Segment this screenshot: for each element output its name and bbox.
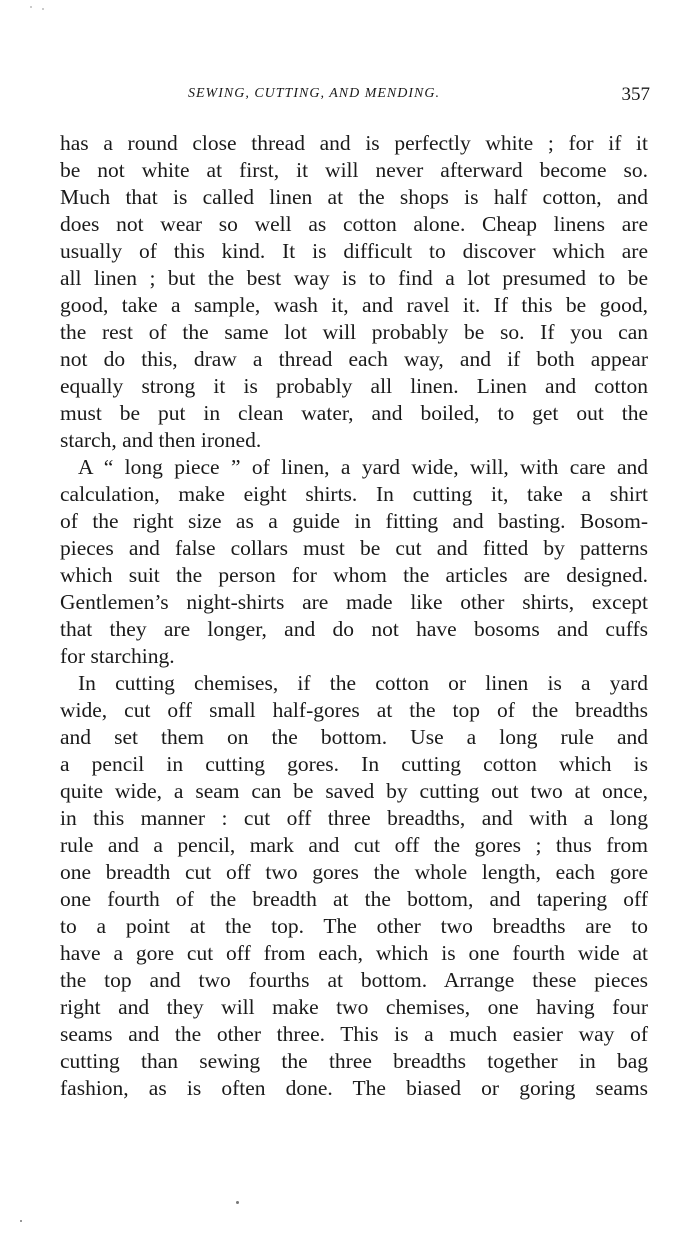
- text-line: wide, cut off small half-gores at the top of the breadths: [60, 698, 648, 722]
- text-line: have a gore cut off from each, which is one fourth wide at: [60, 941, 648, 965]
- text-line: does not wear so well as cotton alone. Cheap linens are: [60, 212, 648, 236]
- text-line: to a point at the top. The other two breadths are to: [60, 914, 648, 938]
- text-line: right and they will make two chemises, one having four: [60, 995, 648, 1019]
- text-line: a pencil in cutting gores. In cutting cotton which is: [60, 752, 648, 776]
- text-line: starch, and then ironed.: [60, 428, 262, 452]
- text-line: usually of this kind. It is difficult to discover which are: [60, 239, 648, 263]
- text-line: be not white at first, it will never afterward become so.: [60, 158, 648, 182]
- text-line: the rest of the same lot will probably be so. If you can: [60, 320, 648, 344]
- paragraph-3: [60, 670, 648, 1102]
- text-line: for starching.: [60, 644, 175, 668]
- page-number: 357: [621, 84, 650, 105]
- text-line: pieces and false collars must be cut and fitted by patterns: [60, 536, 648, 560]
- text-line: one fourth of the breadth at the bottom, and tapering off: [60, 887, 648, 911]
- text-line: In cutting chemises, if the cotton or linen is a yard: [78, 671, 648, 695]
- text-line: in this manner : cut off three breadths, and with a long: [60, 806, 648, 830]
- text-line: all linen ; but the best way is to find a lot presumed to be: [60, 266, 648, 290]
- paper-speck: [236, 1201, 239, 1204]
- text-line: seams and the other three. This is a much easier way of: [60, 1022, 648, 1046]
- paper-speck: [42, 8, 44, 10]
- text-line: calculation, make eight shirts. In cutting it, take a shirt: [60, 482, 648, 506]
- text-line: must be put in clean water, and boiled, to get out the: [60, 401, 648, 425]
- text-line: has a round close thread and is perfectly white ; for if it: [60, 131, 648, 155]
- running-head: [60, 86, 650, 110]
- text-line: one breadth cut off two gores the whole length, each gore: [60, 860, 648, 884]
- text-line: equally strong it is probably all linen. Linen and cotton: [60, 374, 648, 398]
- text-line: cutting than sewing the three breadths together in bag: [60, 1049, 648, 1073]
- text-line: Much that is called linen at the shops is half cotton, and: [60, 185, 648, 209]
- text-line: which suit the person for whom the articles are designed.: [60, 563, 648, 587]
- text-line: and set them on the bottom. Use a long rule and: [60, 725, 648, 749]
- text-line: A “ long piece ” of linen, a yard wide, will, with care and: [78, 455, 648, 479]
- text-line: rule and a pencil, mark and cut off the gores ; thus from: [60, 833, 648, 857]
- running-title: SEWING, CUTTING, AND MENDING.: [188, 86, 440, 101]
- text-line: not do this, draw a thread each way, and if both appear: [60, 347, 648, 371]
- body-text: [60, 130, 648, 1102]
- paper-speck: [20, 1220, 22, 1222]
- text-line: quite wide, a seam can be saved by cutting out two at once,: [60, 779, 648, 803]
- text-line: the top and two fourths at bottom. Arrange these pieces: [60, 968, 648, 992]
- paper-speck: [30, 6, 32, 8]
- paragraph-1: [60, 130, 648, 454]
- paragraph-2: [60, 454, 648, 670]
- text-line: fashion, as is often done. The biased or goring seams: [60, 1076, 648, 1100]
- text-line: good, take a sample, wash it, and ravel it. If this be good,: [60, 293, 648, 317]
- text-line: Gentlemen’s night-shirts are made like other shirts, except: [60, 590, 648, 614]
- text-line: of the right size as a guide in fitting and basting. Bosom-: [60, 509, 648, 533]
- text-line: that they are longer, and do not have bosoms and cuffs: [60, 617, 648, 641]
